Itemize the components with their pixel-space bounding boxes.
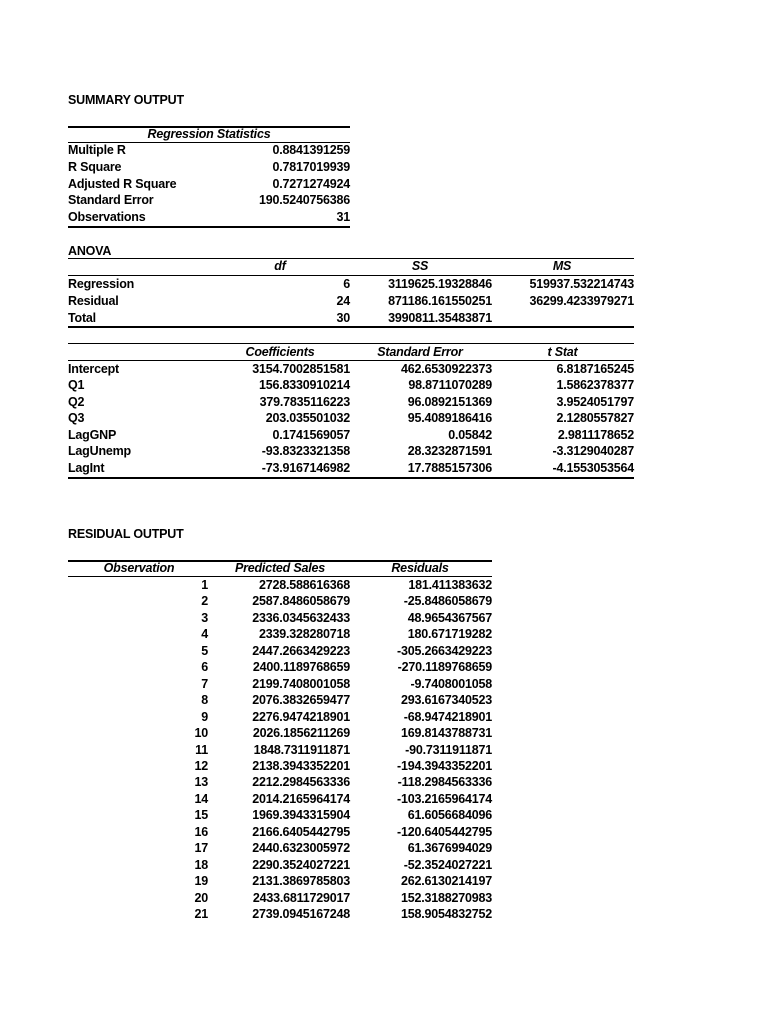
residual-row-predicted: 2131.3869785803 xyxy=(252,874,350,888)
residual-row-predicted: 2138.3943352201 xyxy=(252,759,350,773)
summary-title: SUMMARY OUTPUT xyxy=(68,93,184,107)
residual-header-predicted-sales: Predicted Sales xyxy=(234,561,326,575)
coef-row-t-stat: 1.5862378377 xyxy=(556,378,634,392)
regstats-header: Regression Statistics xyxy=(147,127,271,141)
coef-row-t-stat: 6.8187165245 xyxy=(556,362,634,376)
regstats-value: 190.5240756386 xyxy=(258,193,350,207)
residual-row-residual: -25.8486058679 xyxy=(403,594,492,608)
residual-row-observation: 19 xyxy=(194,874,208,888)
residual-row-residual: -118.2984563336 xyxy=(397,775,492,789)
coef-row-standard-error: 96.0892151369 xyxy=(407,395,492,409)
anova-row-df: 24 xyxy=(336,294,350,308)
residual-row-predicted: 2339.328280718 xyxy=(258,627,350,641)
coef-row-t-stat: 3.9524051797 xyxy=(556,395,634,409)
anova-row-ss: 3990811.35483871 xyxy=(388,311,492,325)
residual-row-observation: 9 xyxy=(201,710,208,724)
residual-row-residual: 180.671719282 xyxy=(407,627,492,641)
residual-row-predicted: 2440.6323005972 xyxy=(252,841,350,855)
coef-row-label: LagInt xyxy=(68,461,105,475)
coef-row-label: Q1 xyxy=(68,378,85,392)
coef-top-rule xyxy=(68,343,634,344)
coef-row-coefficient: 3154.7002851581 xyxy=(252,362,350,376)
residual-row-predicted: 2447.2663429223 xyxy=(252,644,350,658)
coef-row-standard-error: 17.7885157306 xyxy=(407,461,492,475)
residual-row-observation: 2 xyxy=(201,594,208,608)
residual-row-observation: 11 xyxy=(195,743,208,757)
residual-row-predicted: 2014.2165964174 xyxy=(252,792,350,806)
residual-row-observation: 7 xyxy=(201,677,208,691)
residual-row-predicted: 2276.9474218901 xyxy=(252,710,350,724)
anova-row-ms: 519937.532214743 xyxy=(529,277,634,291)
coef-header-t-stat: t Stat xyxy=(547,345,578,359)
coef-row-coefficient: 203.035501032 xyxy=(265,411,350,425)
anova-row-label: Residual xyxy=(68,294,119,308)
coef-row-label: LagGNP xyxy=(68,428,117,442)
anova-title: ANOVA xyxy=(68,244,112,258)
residual-row-residual: 293.6167340523 xyxy=(400,693,492,707)
residual-row-observation: 6 xyxy=(201,660,208,674)
anova-row-df: 6 xyxy=(343,277,350,291)
regstats-label: Standard Error xyxy=(68,193,154,207)
coef-row-standard-error: 95.4089186416 xyxy=(407,411,492,425)
residual-row-residual: -194.3943352201 xyxy=(396,759,492,773)
coef-bottom-rule xyxy=(68,477,634,479)
regstats-label: Adjusted R Square xyxy=(68,177,177,191)
coef-row-coefficient: 156.8330910214 xyxy=(258,378,350,392)
coef-row-coefficient: -93.8323321358 xyxy=(261,444,350,458)
residual-row-residual: -90.7311911871 xyxy=(405,743,492,757)
coef-header-standard-error: Standard Error xyxy=(377,345,463,359)
residual-row-residual: 169.8143788731 xyxy=(400,726,492,740)
regstats-label: R Square xyxy=(68,160,122,174)
residual-row-predicted: 2076.3832659477 xyxy=(252,693,350,707)
coef-header-rule xyxy=(68,360,634,361)
residual-row-observation: 4 xyxy=(201,627,208,641)
residual-row-residual: -103.2165964174 xyxy=(396,792,492,806)
coef-row-label: Intercept xyxy=(68,362,119,376)
coef-row-t-stat: 2.1280557827 xyxy=(556,411,634,425)
residual-row-residual: 61.3676994029 xyxy=(407,841,492,855)
residual-row-observation: 21 xyxy=(194,907,208,921)
residual-row-residual: -9.7408001058 xyxy=(410,677,492,691)
coef-row-standard-error: 28.3232871591 xyxy=(407,444,492,458)
residual-row-observation: 16 xyxy=(194,825,208,839)
residual-row-residual: -270.1189768659 xyxy=(397,660,492,674)
residual-row-residual: 61.6056684096 xyxy=(407,808,492,822)
residual-row-predicted: 2587.8486058679 xyxy=(252,594,350,608)
residual-row-predicted: 2433.6811729017 xyxy=(252,891,350,905)
coef-row-coefficient: 0.1741569057 xyxy=(272,428,350,442)
residual-row-observation: 3 xyxy=(201,611,208,625)
coef-row-label: Q2 xyxy=(68,395,85,409)
coef-row-label: LagUnemp xyxy=(68,444,131,458)
residual-row-predicted: 2026.1856211269 xyxy=(252,726,350,740)
residual-row-predicted: 1969.3943315904 xyxy=(252,808,350,822)
residual-row-residual: -120.6405442795 xyxy=(396,825,492,839)
regstats-label: Observations xyxy=(68,210,146,224)
regstats-bottom-rule xyxy=(68,226,350,228)
coef-row-t-stat: -4.1553053564 xyxy=(552,461,634,475)
residual-row-observation: 20 xyxy=(194,891,208,905)
residual-header-residuals: Residuals xyxy=(391,561,449,575)
coef-row-coefficient: -73.9167146982 xyxy=(261,461,350,475)
regstats-label: Multiple R xyxy=(68,143,126,157)
residual-row-observation: 12 xyxy=(194,759,208,773)
regstats-value: 0.8841391259 xyxy=(272,143,350,157)
anova-bottom-rule xyxy=(68,326,634,328)
residual-row-observation: 10 xyxy=(194,726,208,740)
anova-row-ss: 871186.161550251 xyxy=(388,294,492,308)
residual-row-residual: -68.9474218901 xyxy=(403,710,492,724)
anova-row-ss: 3119625.19328846 xyxy=(388,277,492,291)
anova-row-ms: 36299.4233979271 xyxy=(529,294,634,308)
residual-row-predicted: 2166.6405442795 xyxy=(252,825,350,839)
regstats-value: 0.7817019939 xyxy=(272,160,350,174)
residual-row-residual: 181.411383632 xyxy=(408,578,492,592)
anova-header-df: df xyxy=(274,259,286,273)
residual-row-observation: 18 xyxy=(194,858,208,872)
residual-row-residual: 158.9054832752 xyxy=(400,907,492,921)
residual-title: RESIDUAL OUTPUT xyxy=(68,527,184,541)
coef-header-coefficients: Coefficients xyxy=(245,345,315,359)
residual-row-residual: -305.2663429223 xyxy=(396,644,492,658)
coef-row-standard-error: 0.05842 xyxy=(448,428,492,442)
anova-header-ms: MS xyxy=(552,259,572,273)
coef-row-coefficient: 379.7835116223 xyxy=(259,395,350,409)
residual-row-observation: 1 xyxy=(201,578,208,592)
residual-row-observation: 5 xyxy=(201,644,208,658)
residual-row-observation: 13 xyxy=(194,775,208,789)
residual-row-observation: 8 xyxy=(201,693,208,707)
residual-row-predicted: 2400.1189768659 xyxy=(252,660,350,674)
residual-header-rule xyxy=(68,576,492,577)
anova-row-label: Total xyxy=(68,311,96,325)
coef-row-t-stat: 2.9811178652 xyxy=(557,428,634,442)
anova-row-df: 30 xyxy=(336,311,350,325)
residual-header-observation: Observation xyxy=(103,561,175,575)
residual-row-predicted: 2290.3524027221 xyxy=(252,858,350,872)
residual-row-predicted: 2728.588616368 xyxy=(258,578,350,592)
residual-row-predicted: 2212.2984563336 xyxy=(252,775,350,789)
anova-header-rule xyxy=(68,275,634,276)
coef-row-label: Q3 xyxy=(68,411,85,425)
residual-row-residual: 152.3188270983 xyxy=(400,891,492,905)
regstats-value: 31 xyxy=(336,210,350,224)
residual-row-residual: 48.9654367567 xyxy=(407,611,492,625)
anova-header-ss: SS xyxy=(411,259,429,273)
anova-row-label: Regression xyxy=(68,277,135,291)
coef-row-standard-error: 462.6530922373 xyxy=(400,362,492,376)
residual-row-residual: 262.6130214197 xyxy=(400,874,492,888)
residual-row-predicted: 2336.0345632433 xyxy=(252,611,350,625)
regstats-value: 0.7271274924 xyxy=(272,177,350,191)
coef-row-t-stat: -3.3129040287 xyxy=(552,444,634,458)
residual-row-observation: 14 xyxy=(194,792,208,806)
residual-row-observation: 17 xyxy=(194,841,208,855)
residual-row-predicted: 2739.0945167248 xyxy=(252,907,350,921)
residual-row-predicted: 2199.7408001058 xyxy=(252,677,350,691)
residual-row-residual: -52.3524027221 xyxy=(403,858,492,872)
residual-row-observation: 15 xyxy=(194,808,208,822)
coef-row-standard-error: 98.8711070289 xyxy=(408,378,492,392)
residual-row-predicted: 1848.7311911871 xyxy=(253,743,350,757)
